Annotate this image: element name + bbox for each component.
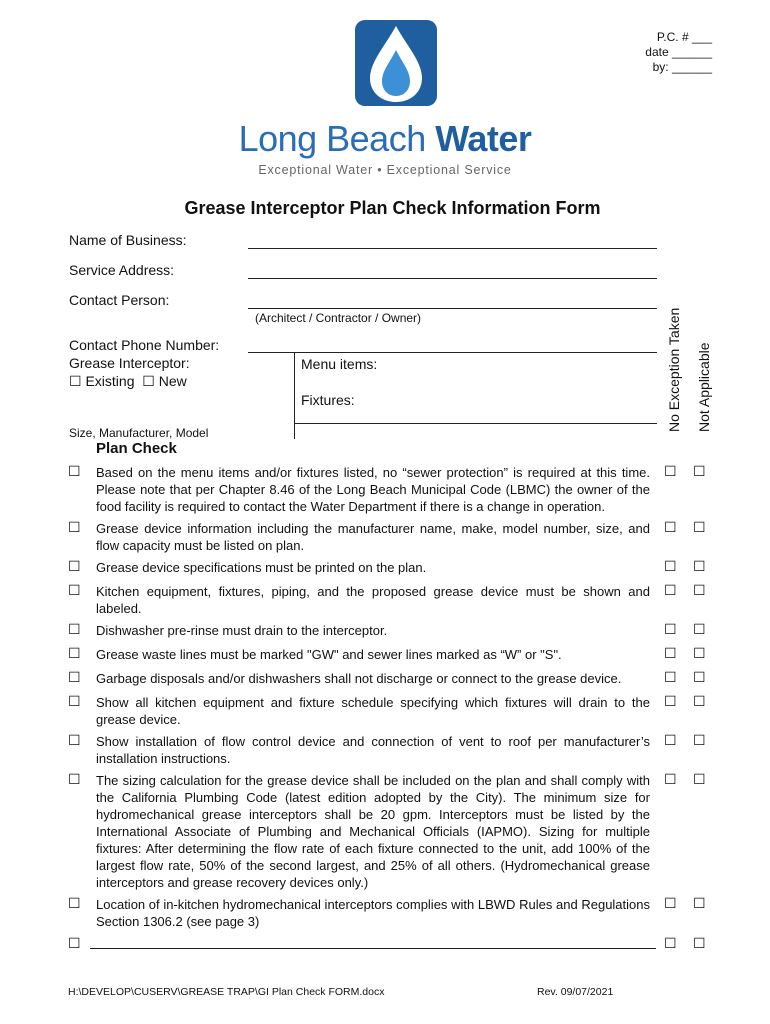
existing-label: Existing bbox=[85, 373, 135, 389]
no-exception-checkbox[interactable]: ☐ bbox=[664, 936, 677, 952]
checklist-item-text: Kitchen equipment, fixtures, piping, and the proposed grease device must be shown and labeled. bbox=[96, 584, 650, 616]
contact-person-field[interactable] bbox=[248, 308, 657, 309]
item-checkbox[interactable]: ☐ bbox=[68, 670, 81, 686]
no-exception-checkbox[interactable]: ☐ bbox=[664, 583, 677, 599]
no-exception-checkbox[interactable]: ☐ bbox=[664, 694, 677, 710]
checklist-item-text: Location of in-kitchen hydromechanical interceptors complies with LBWD Rules and Regulations Section 1306.2 (see page 3) bbox=[96, 897, 650, 929]
fixtures-field[interactable] bbox=[294, 423, 657, 424]
checklist-item-text: Garbage disposals and/or dishwashers shall not discharge or connect to the grease device. bbox=[96, 671, 622, 686]
pc-date: date ______ bbox=[645, 45, 712, 59]
pc-number: P.C. # ___ bbox=[656, 30, 712, 44]
contact-phone-field[interactable] bbox=[248, 352, 657, 353]
not-applicable-checkbox[interactable]: ☐ bbox=[693, 520, 706, 536]
service-address-field[interactable] bbox=[248, 278, 657, 279]
existing-checkbox[interactable]: ☐ bbox=[69, 374, 82, 390]
tagline: Exceptional Water • Exceptional Service bbox=[258, 163, 512, 177]
page-title: Grease Interceptor Plan Check Information Form bbox=[184, 198, 601, 218]
no-exception-checkbox[interactable]: ☐ bbox=[664, 670, 677, 686]
no-exception-taken-header: No Exception Taken bbox=[666, 307, 682, 432]
service-address-label: Service Address: bbox=[69, 262, 175, 278]
item-checkbox[interactable]: ☐ bbox=[68, 622, 81, 638]
checklist-item-text: Show all kitchen equipment and fixture schedule specifying which fixtures will drain to the grease device. bbox=[96, 695, 650, 727]
not-applicable-checkbox[interactable]: ☐ bbox=[693, 733, 706, 749]
plan-check-heading: Plan Check bbox=[96, 440, 177, 457]
water-drop-icon bbox=[355, 20, 437, 106]
brand-light: Long Beach bbox=[238, 118, 436, 159]
menu-items-label: Menu items: bbox=[301, 356, 378, 372]
new-checkbox[interactable]: ☐ bbox=[142, 374, 155, 390]
item-checkbox[interactable]: ☐ bbox=[68, 694, 81, 710]
not-applicable-checkbox[interactable]: ☐ bbox=[693, 772, 706, 788]
checklist-item-text: Grease device information including the manufacturer name, make, model number, size, and flow capacity must be listed on plan. bbox=[96, 521, 650, 553]
not-applicable-checkbox[interactable]: ☐ bbox=[693, 694, 706, 710]
field-divider bbox=[294, 352, 295, 439]
no-exception-checkbox[interactable]: ☐ bbox=[664, 772, 677, 788]
item-checkbox[interactable]: ☐ bbox=[68, 936, 81, 952]
size-manufacturer-label: Size, Manufacturer, Model bbox=[69, 426, 209, 440]
item-checkbox[interactable]: ☐ bbox=[68, 559, 81, 575]
no-exception-checkbox[interactable]: ☐ bbox=[664, 520, 677, 536]
brand-bold: Water bbox=[435, 118, 532, 159]
item-checkbox[interactable]: ☐ bbox=[68, 896, 81, 912]
not-applicable-checkbox[interactable]: ☐ bbox=[693, 646, 706, 662]
footer-revision: Rev. 09/07/2021 bbox=[537, 986, 614, 998]
checklist-item-text: Based on the menu items and/or fixtures listed, no “sewer protection” is required at this time. Please note that per Chapter 8.46 of the Long Beach Municipal Code (LBMC) the owner of the food facility is required to contact the Water Department if there is a change in operation. bbox=[96, 465, 650, 514]
water-drop-logo bbox=[355, 20, 437, 106]
not-applicable-checkbox[interactable]: ☐ bbox=[693, 622, 706, 638]
pc-by: by: ______ bbox=[652, 60, 712, 74]
checklist-item-text: Grease device specifications must be printed on the plan. bbox=[96, 560, 427, 575]
custom-item-field[interactable] bbox=[90, 948, 656, 949]
item-checkbox[interactable]: ☐ bbox=[68, 464, 81, 480]
item-checkbox[interactable]: ☐ bbox=[68, 520, 81, 536]
business-name-field[interactable] bbox=[248, 248, 657, 249]
not-applicable-checkbox[interactable]: ☐ bbox=[693, 670, 706, 686]
checklist-item-text: Show installation of flow control device and connection of vent to roof per manufacturer’s installation instructions. bbox=[96, 734, 650, 766]
checklist-item-text: The sizing calculation for the grease device shall be included on the plan and shall comply with the California Plumbing Code (latest edition adopted by the City). The minimum size for hydromechanical grease interceptors shall be 20 gpm. Interceptors must be listed by the International Associate of Plumbing and Mechanical Officials (IAPMO). Sizing for multiple fixtures: After determining the flow rate of each fixture connected to the unit, add 100% of the largest flow rate, 50% of the second largest, and 25% of all others. (Hydromechanical grease interceptors and grease recovery devices only.) bbox=[96, 773, 650, 890]
grease-interceptor-label: Grease Interceptor: bbox=[69, 355, 190, 371]
contact-phone-label: Contact Phone Number: bbox=[69, 337, 220, 353]
item-checkbox[interactable]: ☐ bbox=[68, 583, 81, 599]
brand-name bbox=[0, 118, 770, 160]
not-applicable-checkbox[interactable]: ☐ bbox=[693, 559, 706, 575]
no-exception-checkbox[interactable]: ☐ bbox=[664, 646, 677, 662]
checklist-item-text: Dishwasher pre-rinse must drain to the interceptor. bbox=[96, 623, 388, 638]
not-applicable-header: Not Applicable bbox=[696, 342, 712, 432]
item-checkbox[interactable]: ☐ bbox=[68, 772, 81, 788]
no-exception-checkbox[interactable]: ☐ bbox=[664, 622, 677, 638]
not-applicable-checkbox[interactable]: ☐ bbox=[693, 464, 706, 480]
not-applicable-checkbox[interactable]: ☐ bbox=[693, 936, 706, 952]
item-checkbox[interactable]: ☐ bbox=[68, 733, 81, 749]
business-name-label: Name of Business: bbox=[69, 232, 187, 248]
fixtures-label: Fixtures: bbox=[301, 392, 355, 408]
footer-file-path: H:\DEVELOP\CUSERV\GREASE TRAP\GI Plan Check FORM.docx bbox=[68, 986, 385, 998]
no-exception-checkbox[interactable]: ☐ bbox=[664, 733, 677, 749]
item-checkbox[interactable]: ☐ bbox=[68, 646, 81, 662]
not-applicable-checkbox[interactable]: ☐ bbox=[693, 583, 706, 599]
new-label: New bbox=[158, 373, 187, 389]
interceptor-type-options bbox=[69, 373, 187, 390]
no-exception-checkbox[interactable]: ☐ bbox=[664, 896, 677, 912]
no-exception-checkbox[interactable]: ☐ bbox=[664, 464, 677, 480]
pc-block bbox=[645, 30, 712, 75]
contact-person-hint: (Architect / Contractor / Owner) bbox=[255, 311, 422, 325]
checklist-item-text: Grease waste lines must be marked "GW" and sewer lines marked as “W” or "S". bbox=[96, 647, 562, 662]
no-exception-checkbox[interactable]: ☐ bbox=[664, 559, 677, 575]
contact-person-label: Contact Person: bbox=[69, 292, 170, 308]
not-applicable-checkbox[interactable]: ☐ bbox=[693, 896, 706, 912]
